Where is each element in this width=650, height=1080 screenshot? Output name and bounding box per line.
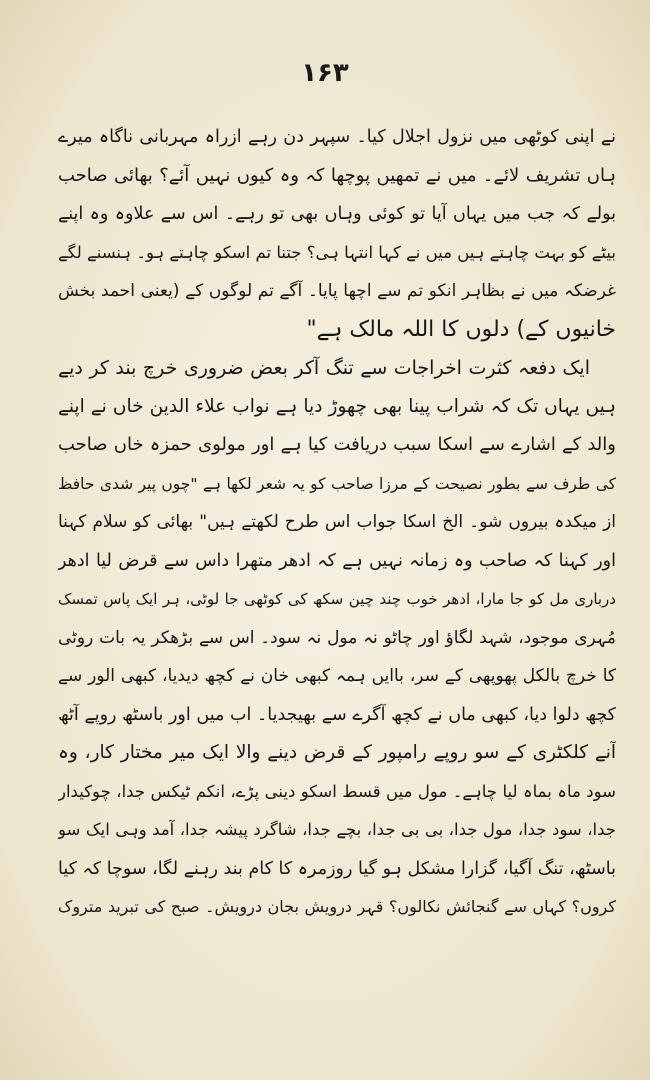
text-line: بیٹے کو بہت چاہتے ہیں میں نے کہا انتہا ہی؟ جتنا تم اسکو چاہتے ہو۔ ہنسنے لگے: [58, 242, 616, 262]
text-line: کچھ دلوا دیا، کبھی ماں نے کچھ آگرے سے بھیجدیا۔ اب میں اور باسٹھ روپے آٹھ: [58, 704, 616, 725]
text-line: آنے کلکٹری کے سو روپے رامپور کے قرض دینے والا ایک میر مختار کار، وہ: [58, 742, 616, 763]
text-line: کروں؟ کہاں سے گنجائش نکالوں؟ قہر درویش بجان درویش۔ صبح کی تبرید متروک: [58, 897, 616, 916]
text-line: والد کے اشارے سے اسکا سبب دریافت کیا ہے اور مولوی حمزہ خاں صاحب: [58, 434, 616, 455]
text-line: از میکدہ بیروں شو۔ الخ اسکا جواب اس طرح لکھتے ہیں" بھائی کو سلام کہنا: [58, 512, 616, 532]
text-line: مُہری موجود، شہد لگاؤ اور چاٹو نہ مول نہ سود۔ اس سے بڑھکر یہ بات روٹی: [58, 627, 616, 648]
text-line: باسٹھ، تنگ آگیا، گزارا مشکل ہو گیا روزمرہ کا کام بند رہنے لگا، سوچا کہ کیا: [58, 858, 616, 879]
text-line: نے اپنی کوٹھی میں نزول اجلال کیا۔ سپہر دن رہے ازراہ مہربانی ناگاہ میرے: [58, 127, 616, 147]
text-line: خانیوں کے) دلوں کا اللہ مالک ہے": [306, 316, 616, 342]
text-line: ایک دفعہ کثرت اخراجات سے تنگ آکر بعض ضروری خرچ بند کر دیے: [58, 357, 590, 379]
page-number: ۱۶۳: [301, 58, 349, 88]
text-line: جدا، سود جدا، مول جدا، بی بی جدا، بچے جدا، شاگرد پیشہ جدا، آمد وہی ایک سو: [58, 820, 616, 839]
text-line: ہاں تشریف لائے۔ میں نے تمھیں پوچھا کہ وہ کیوں نہیں آئے؟ بھائی صاحب: [58, 164, 616, 186]
text-line: سود ماہ بماہ لیا چاہے۔ مول میں قسط اسکو دینی پڑے، انکم ٹیکس جدا، چوکیدار: [58, 781, 616, 801]
text-line: کی طرف سے بطور نصیحت کے مرزا صاحب کو یہ شعر لکھا ہے "چوں پیر شدی حافظ: [58, 474, 616, 493]
text-line: غرضکہ میں نے بظاہر انکو تم سے اچھا پایا۔ آگے تم لوگوں کے (یعنی احمد بخش: [58, 281, 616, 301]
text-line: درباری مل کو جا مارا، ادھر خوب چند چین سکھ کی کوٹھی جا لوٹی، ہر ایک پاس تمسک: [58, 590, 616, 608]
text-line: اور کہنا کہ صاحب وہ زمانہ نہیں ہے کہ ادھر متھرا داس سے قرض لیا ادھر: [58, 550, 616, 571]
text-line: کا خرچ بالکل پھوپھی کے سر، باایں ہمہ کبھی خان نے کچھ دیدیا، کبھی الور سے: [58, 666, 616, 686]
body-text: [58, 118, 616, 927]
text-line: بولے کہ جب میں یہاں آیا تو کوئی وہاں بھی تو رہے۔ اس سے علاوہ وہ اپنے: [58, 204, 616, 224]
text-line: ہیں یہاں تک کہ شراب پینا بھی چھوڑ دیا ہے نواب علاء الدین خاں نے اپنے: [58, 395, 616, 417]
